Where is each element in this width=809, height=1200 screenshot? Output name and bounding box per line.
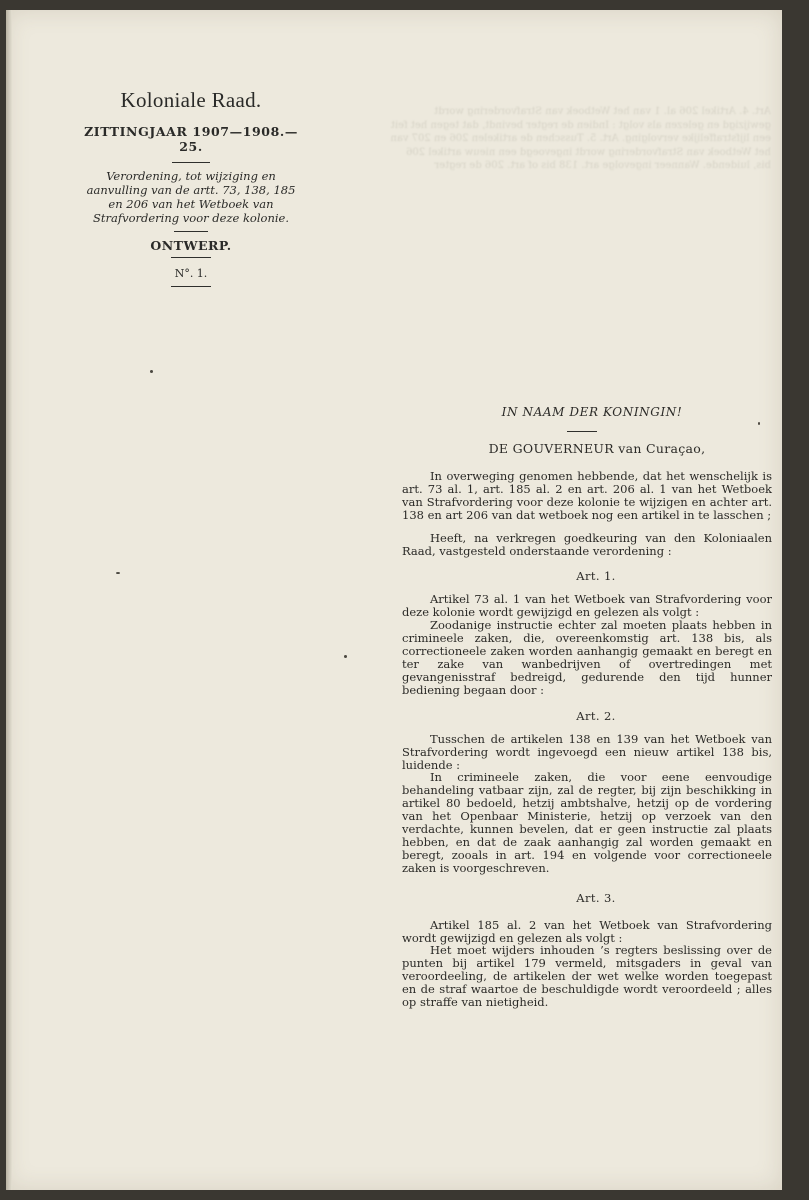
speck — [116, 572, 120, 574]
ordinance-text — [402, 405, 772, 1009]
article-title: Art. 1. — [576, 569, 616, 584]
document-number: N°. 1. — [174, 267, 208, 280]
bleed-through-text: Art. 4. Artikel 206 al. 1 van het Wetboek van Strafvordering wordt gewijzigd en gelezen als volgt : Indien de regter bevindt, dat tegen het feit een lijfstraffelijke vervolging. Art. 5. Tusschen de artikelen 206 en 207 van het Wetboek van Strafvordering wordt ingevoegd een nieuw artikel 206 bis, luidende. Wanneer ingevolge art. 138 bis of art. 206 de regter — [390, 106, 771, 171]
document-page — [6, 10, 782, 1190]
divider — [171, 286, 211, 287]
speck — [344, 655, 347, 658]
divider — [172, 162, 210, 163]
page-fold-shadow — [6, 10, 12, 1190]
council-title: Koloniale Raad. — [120, 88, 262, 112]
speck — [150, 370, 153, 373]
article-paragraph: Artikel 185 al. 2 van het Wetboek van Strafvordering wordt gewijzigd en gelezen als volgt : — [402, 917, 772, 945]
article-paragraph: Het moet wijders inhouden ’s regters beslissing over de punten bij artikel 179 vermeld, mitsgaders in geval van veroordeeling, de artikelen der wet welke worden toegepast en de straf waartoe de beschuldigde wordt veroordeeld ; alles op straffe van nietigheid. — [402, 943, 772, 1010]
preamble: In overweging genomen hebbende, dat het wenschelijk is art. 73 al. 1, art. 185 al. 2 en art. 206 al. 1 van het Wetboek van Strafvordering voor deze kolonie te wijzigen en achter art. 138 en art 206 van dat wetboek nog een artikel in te lasschen ; — [402, 469, 772, 522]
invocation: IN NAAM DER KONINGIN! — [501, 405, 683, 419]
governor-line: DE GOUVERNEUR van Curaçao, — [488, 441, 706, 456]
article-title: Art. 2. — [576, 708, 616, 723]
ordinance-subject: Verordening, tot wijziging en aanvulling van de artt. 73, 138, 185 en 206 van het Wetboek van Strafvordering voor deze kolonie. — [86, 169, 296, 225]
article-title: Art. 3. — [576, 890, 616, 905]
article-paragraph: Artikel 73 al. 1 van het Wetboek van Strafvordering voor deze kolonie wordt gewijzigd en gelezen als volgt : — [402, 592, 772, 620]
draft-label: ONTWERP. — [150, 238, 232, 253]
divider — [174, 231, 208, 232]
title-block — [76, 88, 306, 287]
article-paragraph: Zoodanige instructie echter zal moeten plaats hebben in crimineele zaken, die, overeenkomstig art. 138 bis, als correctioneele zaken worden aanhangig gemaakt en beregt en ter zake van wanbedrijven of overtredingen met gevangenisstraf bedreigd, gedurende den tijd hunner bediening begaan door : — [402, 618, 772, 697]
session-heading: ZITTINGJAAR 1907—1908.—25. — [84, 124, 298, 154]
enactment-clause: Heeft, na verkregen goedkeuring van den Koloniaalen Raad, vastgesteld onderstaande verordening : — [402, 530, 772, 558]
article-paragraph: Tusschen de artikelen 138 en 139 van het Wetboek van Strafvordering wordt ingevoegd een nieuw artikel 138 bis, luidende : — [402, 731, 772, 772]
divider — [171, 257, 211, 258]
divider — [567, 431, 597, 432]
article-paragraph: In crimineele zaken, die voor eene eenvoudige behandeling vatbaar zijn, zal de regter, bij zijn beschikking in artikel 80 bedoeld, hetzij ambtshalve, hetzij op de vordering van het Openbaar Ministerie, hetzij op verzoek van den verdachte, kunnen bevelen, dat er geen instructie zal plaats hebben, en dat de zaak aanhangig zal worden gemaakt en beregt, zooals in art. 194 en volgende voor correctioneele zaken is voorgeschreven. — [402, 770, 772, 875]
